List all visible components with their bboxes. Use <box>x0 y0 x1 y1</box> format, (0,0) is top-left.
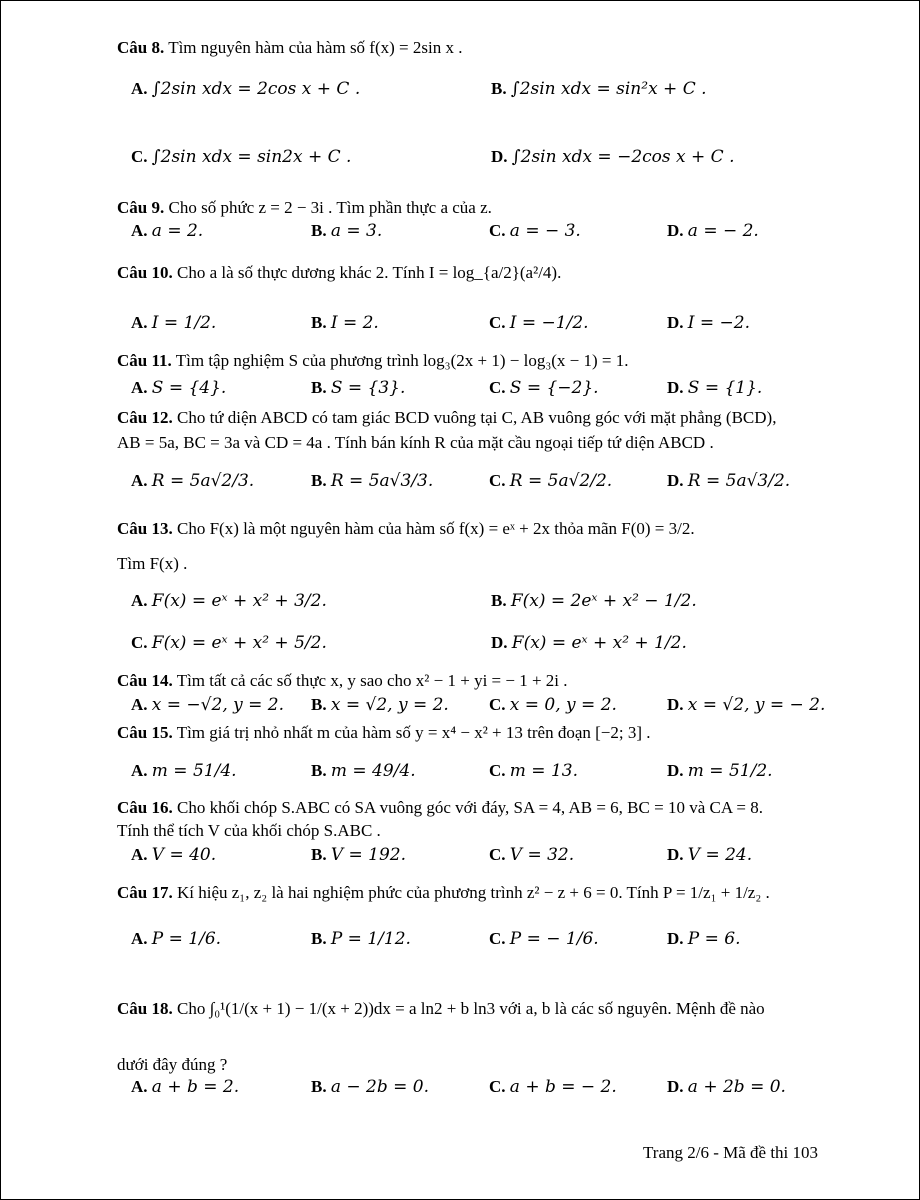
option-b: B. a = 3. <box>311 221 383 241</box>
option-c: C. V = 32. <box>489 845 575 865</box>
option-d: D. ∫2sin xdx = −2cos x + C . <box>491 147 735 167</box>
option-b: B. F(x) = 2eˣ + x² − 1/2. <box>491 591 697 611</box>
question-15: Câu 15. Tìm giá trị nhỏ nhất m của hàm số y = x⁴ − x² + 13 trên đoạn [−2; 3] . <box>117 723 651 742</box>
question-13: Câu 13. Cho F(x) là một nguyên hàm của hàm số f(x) = eˣ + 2x thỏa mãn F(0) = 3/2. <box>117 519 695 538</box>
option-c: C. S = {−2}. <box>489 378 599 398</box>
question-17: Câu 17. Kí hiệu z₁, z₂ là hai nghiệm phức của phương trình z² − z + 6 = 0. Tính P = 1/z₁ + 1/z₂ . <box>117 883 770 902</box>
question-16-line2: Tính thể tích V của khối chóp S.ABC . <box>117 821 381 840</box>
question-14: Câu 14. Tìm tất cả các số thực x, y sao cho x² − 1 + yi = − 1 + 2i . <box>117 671 568 690</box>
option-d: D. S = {1}. <box>667 378 763 398</box>
option-d: D. m = 51/2. <box>667 761 773 781</box>
option-a: A. V = 40. <box>131 845 217 865</box>
option-a: A. ∫2sin xdx = 2cos x + C . <box>131 79 361 99</box>
question-18: Câu 18. Cho ∫₀¹(1/(x + 1) − 1/(x + 2))dx = a ln2 + b ln3 với a, b là các số nguyên. Mệnh đề nào <box>117 999 765 1018</box>
option-d: D. V = 24. <box>667 845 753 865</box>
question-10: Câu 10. Cho a là số thực dương khác 2. Tính I = log_{a/2}(a²/4). <box>117 263 562 282</box>
option-d: D. F(x) = eˣ + x² + 1/2. <box>491 633 687 653</box>
option-d: D. R = 5a√3/2. <box>667 471 791 491</box>
option-c: C. F(x) = eˣ + x² + 5/2. <box>131 633 327 653</box>
question-12-line2: AB = 5a, BC = 3a và CD = 4a . Tính bán kính R của mặt cầu ngoại tiếp tứ diện ABCD . <box>117 433 714 452</box>
question-9: Câu 9. Cho số phức z = 2 − 3i . Tìm phần thực a của z. <box>117 198 492 217</box>
option-a: A. a + b = 2. <box>131 1077 240 1097</box>
option-a: A. x = −√2, y = 2. <box>131 695 284 715</box>
option-c: C. P = − 1/6. <box>489 929 599 949</box>
option-c: C. a = − 3. <box>489 221 581 241</box>
question-16: Câu 16. Cho khối chóp S.ABC có SA vuông góc với đáy, SA = 4, AB = 6, BC = 10 và CA = 8. <box>117 798 764 817</box>
option-c: C. I = −1/2. <box>489 313 589 333</box>
question-18-line2: dưới đây đúng ? <box>117 1055 228 1074</box>
option-a: A. R = 5a√2/3. <box>131 471 255 491</box>
option-a: A. P = 1/6. <box>131 929 222 949</box>
option-c: C. ∫2sin xdx = sin2x + C . <box>131 147 352 167</box>
option-c: C. m = 13. <box>489 761 578 781</box>
option-b: B. ∫2sin xdx = sin²x + C . <box>491 79 707 99</box>
option-b: B. x = √2, y = 2. <box>311 695 449 715</box>
option-a: A. F(x) = eˣ + x² + 3/2. <box>131 591 327 611</box>
option-c: C. R = 5a√2/2. <box>489 471 613 491</box>
question-11: Câu 11. Tìm tập nghiệm S của phương trình log₃(2x + 1) − log₃(x − 1) = 1. <box>117 351 629 370</box>
option-d: D. a + 2b = 0. <box>667 1077 786 1097</box>
option-a: A. a = 2. <box>131 221 204 241</box>
option-b: B. S = {3}. <box>311 378 406 398</box>
question-label: Câu 8. <box>117 38 165 57</box>
option-a: A. m = 51/4. <box>131 761 237 781</box>
option-a: A. I = 1/2. <box>131 313 217 333</box>
question-8 <box>117 38 462 58</box>
question-13-line2: Tìm F(x) . <box>117 554 188 573</box>
option-b: B. a − 2b = 0. <box>311 1077 430 1097</box>
option-d: D. x = √2, y = − 2. <box>667 695 826 715</box>
option-d: D. I = −2. <box>667 313 751 333</box>
option-b: B. P = 1/12. <box>311 929 411 949</box>
option-a: A. S = {4}. <box>131 378 227 398</box>
option-d: D. a = − 2. <box>667 221 759 241</box>
option-b: B. I = 2. <box>311 313 379 333</box>
option-c: C. x = 0, y = 2. <box>489 695 617 715</box>
page-footer: Trang 2/6 - Mã đề thi 103 <box>643 1143 819 1162</box>
option-b: B. V = 192. <box>311 845 407 865</box>
question-12: Câu 12. Cho tứ diện ABCD có tam giác BCD vuông tại C, AB vuông góc với mặt phẳng (BCD), <box>117 408 777 427</box>
option-c: C. a + b = − 2. <box>489 1077 617 1097</box>
option-b: B. R = 5a√3/3. <box>311 471 434 491</box>
option-b: B. m = 49/4. <box>311 761 416 781</box>
question-text: Tìm nguyên hàm của hàm số f(x) = 2sin x . <box>168 38 463 57</box>
option-d: D. P = 6. <box>667 929 741 949</box>
